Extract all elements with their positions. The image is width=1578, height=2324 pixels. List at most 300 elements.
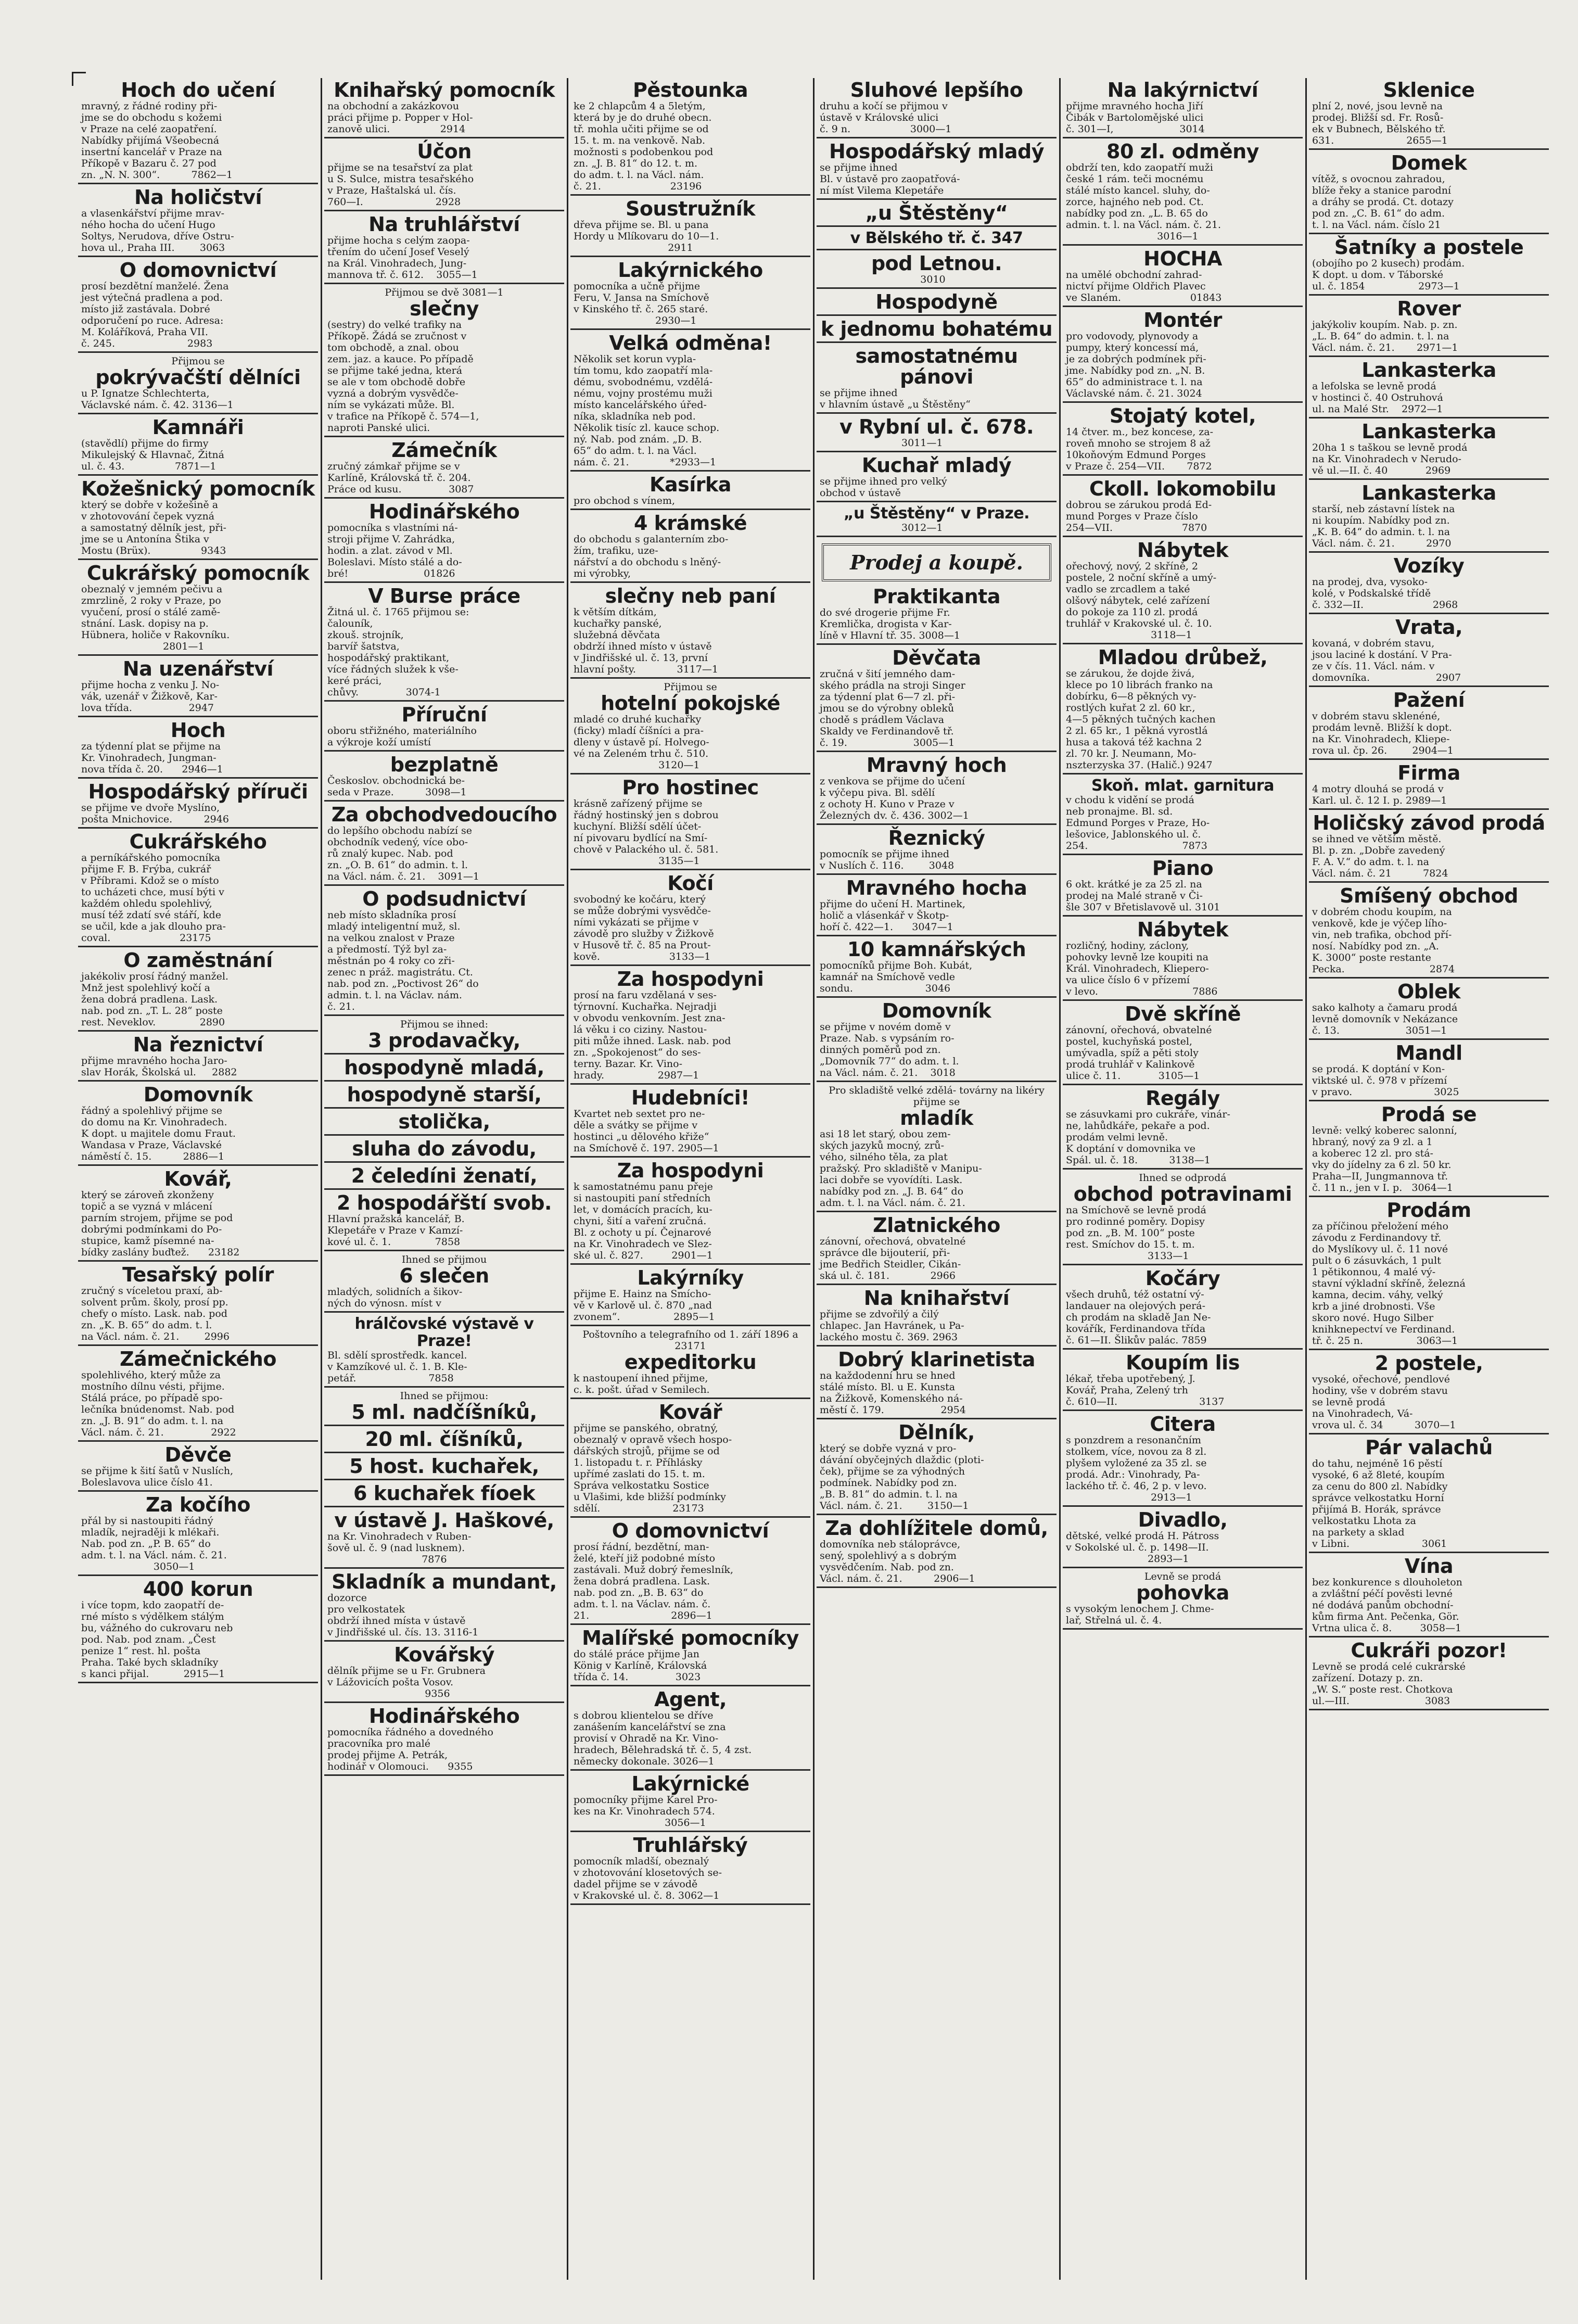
ad-separator (817, 751, 1057, 752)
ad-separator (324, 1107, 564, 1109)
ad-separator (1063, 137, 1303, 138)
classified-ad (1309, 980, 1549, 1037)
ad-heading: Vozíky (1393, 554, 1465, 577)
ad-heading: Na lakýrnictví (1107, 79, 1258, 101)
ad-separator (817, 1284, 1057, 1285)
classified-ad (1309, 615, 1549, 684)
ad-separator (324, 1080, 564, 1082)
ad-heading: Na uzenářství (122, 657, 274, 680)
ad-heading: hospodyně starší, (347, 1083, 542, 1106)
ad-heading: Piano (1152, 857, 1214, 880)
ad-separator (78, 1344, 318, 1346)
ad-heading: expeditorku (624, 1351, 757, 1374)
classified-ad (1063, 477, 1303, 535)
classified-ad (324, 1314, 564, 1385)
ad-body: Českoslov. obchodnická be- seda v Praze. 3098—1 (327, 775, 467, 798)
ad-separator (324, 283, 564, 284)
ad-heading: Za hospodyni (617, 1159, 764, 1182)
classified-ad (570, 511, 810, 580)
ad-separator (1309, 478, 1549, 480)
ad-heading: Ckoll. lokomobilu (1089, 477, 1276, 500)
ad-separator (78, 1682, 318, 1683)
ad-separator (1309, 758, 1549, 760)
ad-body: dětské, velké prodá H. Pátross v Sokolské ul. č. p. 1498—II. 2893—1 (1066, 1530, 1219, 1565)
ad-heading: 10 kamnářských (847, 938, 1026, 961)
ad-separator (817, 536, 1057, 537)
ad-body: dřeva přijme se. Bl. u pana Hordy u Mlíkovaru do 10—1. 2911 (574, 219, 719, 253)
ad-body: obdrží ten, kdo zaopatří muži české 1 rám. teči mocnému stálé místo kancel. sluhy, do- zorce, hajného neb pod. Ct. nabídky pod zn. „L. B. 65 do admin. t. l. na Václ. nám. č. 21. 3016—1 (1066, 162, 1221, 242)
classified-ad (78, 354, 318, 412)
ad-body: za týdenní plat se přijme na Kr. Vinohradech, Jungman- nova třída č. 20. 2946—1 (81, 741, 223, 775)
ad-heading: Kuchař mladý (861, 454, 1012, 477)
ad-heading: Na truhlářství (368, 213, 520, 236)
ad-separator (324, 750, 564, 752)
ad-body: druhu a kočí se přijmou v ústavě v Královské ulici č. 9 n. 3000—1 (820, 100, 952, 135)
ad-heading: 2 čeledíni ženatí, (351, 1164, 538, 1187)
classified-ad (570, 1626, 810, 1684)
ad-heading: Hudebníci! (631, 1086, 749, 1109)
ad-body: svobodný ke kočáru, který se může dobrými vysvědče- ními vykázati se přijme v závodě pro služby v Žižkově v Husově tř. č. 85 na Prout- kově. 3133—1 (574, 894, 714, 962)
ad-separator (78, 474, 318, 476)
ad-preface: Ihned se přijmou (401, 1254, 487, 1265)
ad-separator (324, 1701, 564, 1703)
ad-body: levně: velký koberec salonní, hbraný, nový za 9 zl. a 1 a koberec 12 zl. pro stá- vky do jídelny za 6 zl. 50 kr. Praha—II, Jungmannova tř. č. 11 n., jen v I. p. 3064—1 (1312, 1125, 1457, 1193)
ad-body: přijme se panského, obratný, obeznalý v opravě všech hospo- dářských strojů, přijme se od 1. listopadu t. r. Příhlásky upřímé zaslati do 15. t. m. Správa velkostatku Sostice u Vlašimi, kde bližší podmínky sdělí. 23173 (574, 1423, 732, 1514)
ad-separator (570, 773, 810, 774)
ad-heading: Agent, (654, 1688, 727, 1711)
ad-separator (324, 1425, 564, 1426)
classified-ad (1309, 1198, 1549, 1348)
ad-heading: Cukrářský pomocník (86, 562, 310, 585)
ad-separator (817, 1418, 1057, 1419)
ad-heading: Za obchodvedoucího (331, 803, 557, 826)
classified-ad (1309, 1041, 1549, 1099)
ad-heading: Hoch (170, 719, 226, 742)
ad-heading: Kovář, (164, 1167, 232, 1190)
ad-body: který se zároveň zkonženy topič a se vyzná v mlácení parním strojem, přijme se pod dobrými podmínkami do Po- stupice, kamž písemné na- bídky zaslány buďtež. 23182 (81, 1189, 240, 1258)
ad-body: pomocníka s vlastními ná- stroji přijme V. Zahrádka, hodin. a zlat. závod v Ml. Boleslavi. Místo stálé a do- bré! 01826 (327, 522, 462, 579)
ad-body: do stálé práce přijme Jan König v Karlíně, Královská třída č. 14. 3023 (574, 1648, 707, 1683)
classified-ad (570, 1833, 810, 1902)
classified-ad (1309, 1639, 1549, 1708)
classified-ad (324, 1508, 564, 1566)
ad-body: v chodu k vidění se prodá neb pronajme. Bl. sd. Edmund Porges v Praze, Ho- lešovice, Jablonského ul. č. 254. 7873 (1066, 794, 1210, 852)
ad-body: přijme hocha s celým zaopa- třením do učení Josef Veselý na Král. Vinohradech, Jung- mannova tř. č. 612. 3055—1 (327, 235, 478, 281)
classified-ad (324, 212, 564, 282)
classified-ad (817, 139, 1057, 197)
ad-body: jakýkoliv koupím. Nab. p. zn. „L. B. 64“ do admin. t. l. na Václ. nám. č. 21. 2971—1 (1312, 319, 1458, 353)
ad-heading: O zaměstnání (123, 949, 273, 972)
ad-separator (1063, 1505, 1303, 1507)
classified-ad (570, 1266, 810, 1324)
classified-ad (78, 657, 318, 715)
ad-separator (324, 1479, 564, 1480)
ad-body: se přijme ve dvoře Myslíno, pošta Mnichovice. 2946 (81, 802, 229, 825)
classified-ad (78, 780, 318, 826)
ad-preface: Pro skladiště velké zdělá- továrny na likéry přijme se (829, 1085, 1045, 1108)
ad-body: zručný s víceletou praxí, ab- solvent prům. školy, prosí pp. chefy o místo. Lask. nab. pod zn. „K. B. 65“ do adm. t. l. na Václ. nám. č. 21. 2996 (81, 1285, 230, 1342)
classified-ad (324, 1427, 564, 1451)
ad-heading: Mravný hoch (866, 754, 1007, 777)
ad-separator (1063, 1567, 1303, 1568)
ad-heading: Pár valachů (1365, 1436, 1493, 1459)
classified-ad (324, 1252, 564, 1310)
ad-separator (324, 497, 564, 499)
ad-heading: Malířské pomocníky (582, 1627, 799, 1649)
classified-ad (1309, 688, 1549, 757)
ad-body: domovníka neb stáloprávce, sený, spolehlivý a s dobrým vysvědčením. Nab. pod zn. Václ. nám. č. 21. 2906—1 (820, 1539, 975, 1584)
ad-separator (570, 1325, 810, 1326)
ad-separator (1309, 1709, 1549, 1710)
ad-body: přijme mravného hocha Jiří Čibák v Bartolomějské ulici č. 301—I, 3014 (1066, 100, 1205, 135)
ad-separator (1309, 355, 1549, 357)
ad-body: u P. Ignatze Schlechterta, Václavské nám. č. 42. 3136—1 (81, 388, 234, 411)
classified-ad (570, 584, 810, 676)
classified-ad (817, 1213, 1057, 1282)
classified-ad (324, 753, 564, 799)
ad-separator (324, 1774, 564, 1776)
ad-body: dozorce pro velkostatek obdrží ihned místa v ústavě v Jindřišské ul. čís. 13. 3116-1 (327, 1592, 479, 1638)
classified-ad (817, 1286, 1057, 1344)
ad-separator (324, 1188, 564, 1190)
ad-heading: Knihařský pomocník (334, 79, 555, 101)
ad-body: sako kalhoty a čamaru prodá levně domovník v Nekázance č. 13. 3051—1 (1312, 1002, 1458, 1036)
ad-heading: 6 slečen (399, 1264, 489, 1287)
classified-ad (324, 703, 564, 749)
classified-ad (1309, 420, 1549, 477)
ad-heading: 2 postele, (1375, 1352, 1483, 1375)
classified-ad (817, 251, 1057, 286)
ad-separator (817, 935, 1057, 936)
ad-heading: „u Štěstěny“ v Praze. (843, 504, 1030, 523)
ad-separator (78, 558, 318, 560)
ad-separator (1309, 1636, 1549, 1637)
classified-ad (1063, 1412, 1303, 1504)
ad-separator (817, 643, 1057, 645)
ad-heading: Domovník (143, 1083, 253, 1106)
ad-separator (570, 1685, 810, 1686)
ad-heading: Divadlo, (1138, 1508, 1228, 1531)
ad-body: se přijme ihned pro velký obchod v ústavě (820, 476, 947, 499)
ad-body: bez konkurence s dlouholeton a zvláštní péčí pověsti levné né dodává panům obchodní- kům firma Ant. Pečenka, Gör. Vrtna ulica č. 8. 3058—1 (1312, 1577, 1462, 1634)
classified-ad (78, 1493, 318, 1573)
classified-ad (1063, 247, 1303, 304)
ad-preface: Přijmou se (171, 355, 225, 367)
classified-ad (570, 473, 810, 507)
ad-body: plní 2, nové, jsou levně na prodej. Bližší sd. Fr. Rosů- ek v Bubnech, Bělského tř. 631. 2655—1 (1312, 100, 1448, 146)
column-2 (324, 78, 564, 2280)
classified-ad (1309, 1436, 1549, 1551)
ad-body: Žitná ul. č. 1765 přijmou se: čalouník, zkouš. strojník, barvíř šatstva, hospodářský praktikant, více řádných služek k vše- keré práci, chůvy. 3074-1 (327, 606, 469, 698)
ad-body: se přijme v novém domě v Praze. Nab. s vypsáním ro- dinných poměrů pod zn. „Domovník 77“ do adm. t. l. na Václ. nám. č. 21. 3018 (820, 1021, 959, 1078)
ad-body: z venkova se přijme do učení k výčepu piva. Bl. sdělí z ochoty H. Kuno v Praze v Železných dv. č. 436. 3002—1 (820, 776, 969, 821)
ad-body: pomocníky přijme Karel Pro- kes na Kr. Vinohradech 574. 3056—1 (574, 1794, 718, 1828)
ad-separator (1063, 854, 1303, 855)
column-rule (813, 78, 815, 2280)
classified-ad (78, 1167, 318, 1259)
ad-separator (324, 436, 564, 437)
ad-heading: Kovář (658, 1401, 722, 1424)
classified-ad (78, 1577, 318, 1681)
ad-heading: stolička, (398, 1110, 490, 1133)
ad-body: asi 18 let starý, obou zem- ských jazyků mocný, zrů- vého, silného těla, za plat pražský. Pro skladiště v Manipu- laci dobře se vyovídíti. Lask. nabídky pod zn. „J. B. 64“ do adm. t. l. na Václ. nám. č. 21. (820, 1128, 982, 1209)
ad-body: pro vodovody, plynovody a pumpy, který koncessí má, je za dobrých podmínek při- jme. Nabídky pod zn. „N. B. 65“ do administrace t. l. na Václavské nám. č. 21. 3024 (1066, 331, 1206, 399)
newspaper-page (78, 78, 1577, 2280)
ad-heading: Skoň. mlat. garnitura (1091, 777, 1274, 795)
classified-ad (1063, 1351, 1303, 1408)
ad-heading: Vína (1404, 1555, 1454, 1578)
ad-preface: Ihned se odprodá (1139, 1172, 1227, 1184)
ad-body: na Smíchově se levně prodá pro rodinné poměry. Dopisy pod zn. „B. M. 100“ poste rest. Smíchov do 15. t. m. 3133—1 (1066, 1204, 1206, 1262)
ad-body: Kvartet neb sextet pro ne- děle a svátky se přijme v hostinci „u dělového křiže“ na Smíchově č. 197. 2905—1 (574, 1108, 719, 1154)
ad-separator (570, 1156, 810, 1158)
classified-ad (78, 1347, 318, 1439)
ad-heading: Na holičství (134, 186, 262, 209)
ad-separator (1309, 294, 1549, 296)
ad-heading: Domovník (882, 999, 991, 1022)
ad-heading: 400 korun (143, 1578, 253, 1601)
ad-separator (324, 800, 564, 802)
ad-body: neb místo skladníka prosí mladý inteligentní muž, sl. na velkou znalost v Praze a předmostí. Týž byl za- městnán po 4 roky co zři- zenec n práž. magistrátu. Ct. nab. pod zn. „Poctivost 26“ do admin. t. l. na Václav. nám. č. 21. (327, 909, 479, 1012)
ad-separator (570, 470, 810, 472)
ad-heading: slečny (410, 297, 479, 320)
ad-body: kovaná, v dobrém stavu, jsou laciné k dostání. V Pra- ze v čís. 11. Václ. nám. v domovníka. 2907 (1312, 638, 1461, 683)
classified-ad (1309, 811, 1549, 880)
classified-ad (324, 285, 564, 435)
ad-separator (324, 1053, 564, 1055)
ad-body: v dobrém stavu sklenéné, prodám levně. Bližší k dopt. na Kr. Vinohradech, Kliepe- rova ul. čp. 26. 2904—1 (1312, 710, 1454, 756)
classified-ad (324, 1017, 564, 1052)
ad-body: 4 motry dlouhá se prodá v Karl. ul. č. 12 I. p. 2989—1 (1312, 783, 1447, 806)
ad-separator (1309, 233, 1549, 234)
ad-heading: v Bělského tř. č. 347 (850, 229, 1023, 247)
ad-body: lékař, třeba upotřebený, J. Kovář, Praha, Zelený trh č. 610—II. 3137 (1066, 1373, 1225, 1407)
ad-heading: Holičský závod prodá (1313, 811, 1545, 834)
ad-separator (570, 1831, 810, 1832)
ad-heading: Děvčata (892, 646, 981, 669)
ad-separator (817, 873, 1057, 875)
ad-heading: bezplatně (390, 753, 499, 776)
ad-preface: Přijmou se dvě 3081—1 (385, 287, 504, 298)
ad-heading: Cukráři pozor! (1351, 1639, 1507, 1662)
ad-body: pomocníka a učně přijme Feru, V. Jansa na Smíchově v Kinského tř. č. 265 staré. 2930—1 (574, 281, 709, 326)
ad-heading: V Burse práce (368, 585, 520, 607)
ad-body: spolehlivého, který může za mostního dílnu vésti, přijme. Stálá práce, po případě spo- lečníka bnúdenomst. Nab. pod zn. „J. B. 91“ do adm. t. l. na Václ. nám. č. 21. 2922 (81, 1369, 236, 1438)
classified-ad (1309, 297, 1549, 354)
classified-ad (78, 78, 318, 182)
ad-body: pomocník mladší, obeznalý v zhotovování klosetových se- dadel přijme se v závodě v Krakovské ul. č. 8. 3062—1 (574, 1856, 722, 1901)
ad-heading: v ústavě J. Haškové, (334, 1509, 554, 1532)
ad-body: pomocníka řádného a dovedného pracovníka pro malé prodej přijme A. Petrák, hodinář v Olomouci. 9355 (327, 1726, 493, 1772)
classified-ad (78, 830, 318, 945)
classified-ad (324, 438, 564, 496)
ad-heading: Kočáry (1145, 1267, 1220, 1290)
classified-ad (1063, 1266, 1303, 1347)
ad-heading: mladík (900, 1107, 973, 1129)
classified-ad (324, 1110, 564, 1133)
ad-heading: Pěstounka (632, 79, 748, 101)
ad-heading: Nábytek (1137, 539, 1229, 562)
classified-ad (817, 585, 1057, 642)
ad-separator (1309, 1038, 1549, 1040)
ad-heading: Nábytek (1137, 918, 1229, 941)
ad-heading: Mladou drůbež, (1098, 646, 1268, 669)
ad-body: se zásuvkami pro cukráře, vinár- ne, lahůdkáře, pekaře a pod. prodám velmi levně. K doptání v domovnika ve Spál. ul. č. 18. 3138—1 (1066, 1109, 1230, 1166)
ad-separator (817, 823, 1057, 825)
ad-separator (570, 1623, 810, 1625)
ad-body: který se dobře vyzná v pro- dávání obyčejných dlaždic (ploti- ček), přijme se za výhodných podmínek. Nabídky pod zn. „B. B. 81“ do admin. t. l. na Václ. nám. č. 21. 3150—1 (820, 1443, 984, 1512)
ad-body: přijme se na tesařství za plat u S. Sulce, mistra tesařského v Praze, Haštalská ul. čís. 760—I. 2928 (327, 162, 474, 208)
ad-body: přál by si nastoupiti řádný mladík, nejraději k mlékaři. Nab. pod zn. „P. B. 65“ do adm. t. l. na Václ. nám. č. 21. 3050—1 (81, 1515, 227, 1572)
classified-ad (817, 317, 1057, 340)
ad-body: zručná v šití jemného dam- ského prádla na stroji Singer za týdenní plat 6—7 zl. při- jmou se do výrobny obleků chodě s prádlem Václava Skaldy ve Ferdinandově tř. č. 19. 3005—1 (820, 668, 965, 748)
ad-body: mladých, solidních a šikov- ných do výnosn. míst v (327, 1286, 463, 1309)
ad-separator (1063, 474, 1303, 476)
ad-heading: Cukrářského (129, 830, 267, 853)
ad-heading: Pažení (1393, 689, 1465, 712)
classified-ad (1063, 404, 1303, 473)
ad-preface: Přijmou se (664, 681, 717, 693)
ad-heading: Koupím lis (1126, 1351, 1240, 1374)
classified-ad (570, 1687, 810, 1768)
column-rule (567, 78, 568, 2280)
ad-heading: hrálčovské výstavě v Praze! (354, 1315, 534, 1350)
ad-heading: Lakýrnické (631, 1772, 749, 1795)
ad-heading: Firma (1397, 761, 1460, 784)
ad-heading: hospodyně mladá, (344, 1056, 544, 1079)
ad-body: pomocník se přijme ihned v Nuslích č. 116. 3048 (820, 848, 955, 871)
ad-separator (78, 1030, 318, 1032)
ad-body: zánovní, ořechová, obvatelné správce dle bijouterií, při- jme Bedřich Steidler, Cikán- ská ul. č. 181. 2966 (820, 1236, 966, 1281)
ad-separator (1063, 1348, 1303, 1350)
classified-ad (570, 1327, 810, 1396)
ad-separator (1063, 401, 1303, 403)
classified-ad (324, 1481, 564, 1505)
ad-heading: 4 krámské (633, 512, 747, 535)
classified-ad (78, 718, 318, 776)
ad-heading: Dobrý klarinetista (838, 1348, 1035, 1371)
ad-heading: Rover (1397, 297, 1461, 320)
classified-ad (1063, 1569, 1303, 1627)
ad-heading: Oblek (1397, 980, 1461, 1003)
ad-separator (324, 1161, 564, 1163)
classified-ad (817, 453, 1057, 500)
classified-ad (817, 937, 1057, 995)
classified-ad (1309, 151, 1549, 232)
classified-ad (817, 1516, 1057, 1585)
ad-heading: Mandl (1395, 1042, 1462, 1064)
ad-separator (324, 1452, 564, 1453)
ad-heading: O domovnictví (119, 259, 277, 282)
ad-heading: Dvě skříně (1125, 1002, 1241, 1025)
classified-ad (570, 967, 810, 1082)
ad-body: oboru střižného, materiálního a výkroje koží umístí (327, 725, 477, 748)
ad-heading: Kamnáři (152, 416, 244, 439)
ad-separator (78, 1490, 318, 1492)
ad-heading: 20 ml. číšníků, (365, 1428, 524, 1451)
ad-separator (324, 1386, 564, 1388)
ad-preface: Přijmou se ihned: (400, 1019, 488, 1030)
ad-separator (570, 1083, 810, 1085)
ad-heading: Hoch do učení (121, 79, 275, 101)
ad-body: se ihned ve větším městě. Bl. p. zn. „Dobře zavedený F. A. V.“ do adm. t. l. na Václ. nám. č. 21 7824 (1312, 833, 1448, 879)
ad-heading: Příruční (401, 703, 487, 726)
classified-ad (570, 78, 810, 193)
classified-ad (817, 290, 1057, 313)
ad-body: vítěž, s ovocnou zahradou, blíže řeky a stanice parodní a dráhy se prodá. Ct. dotazy pod zn. „C. B. 61“ do adm. t. l. na Václ. nám. číslo 21 (1312, 173, 1454, 231)
ad-separator (78, 413, 318, 414)
ad-heading: Lakýrníky (637, 1266, 744, 1289)
ad-body: a vlasenkářství přijme mrav- ného hocha do učení Hugo Soltys, Nerudova, dříve Ostru- hova ul., Praha III. 3063 (81, 208, 234, 253)
ad-body: ořechový, nový, 2 skříně, 2 postele, 2 noční skříně a umý- vadlo se zrcadlem a také olšový nábytek, celé zařízení do pokoje za 110 zl. prodá truhlář v Krakovské ul. č. 10. 3118—1 (1066, 561, 1217, 641)
ad-separator (1063, 915, 1303, 917)
ad-separator (324, 581, 564, 583)
ad-body: pomocníků přijme Boh. Kubát, kamnář na Smíchově vedle sondu. 3046 (820, 960, 973, 994)
ad-heading: Hospodářský mladý (829, 140, 1045, 163)
classified-ad (570, 1772, 810, 1830)
ad-heading: 5 ml. nadčíšníků, (351, 1401, 537, 1424)
classified-ad (1309, 1554, 1549, 1635)
ad-separator (324, 1134, 564, 1136)
ad-body: rozličný, hodiny, záclony, pohovky levně lze koupiti na Král. Vinohradech, Kliepero- va ulice číslo 6 v přízemí v levo. 7886 (1066, 940, 1218, 997)
ad-body: jakékoliv prosí řádný manžel. Mnž jest spolehlivý kočí a žena dobrá pradlena. Lask. nab. pod zn. „T. L. 28“ poste rest. Neveklov. 2890 (81, 971, 228, 1028)
ad-body: se přijme k šití šatů v Nuslích, Boleslavova ulice číslo 41. (81, 1465, 234, 1488)
classified-ad (1063, 645, 1303, 772)
ad-body: na prodej, dva, vysoko- kolé, v Podskalské třídě č. 332—II. 2968 (1312, 576, 1458, 611)
ad-separator (817, 198, 1057, 200)
ad-body: pro obchod s vínem, (574, 495, 675, 506)
ad-separator (817, 451, 1057, 452)
ad-preface: Levně se prodá (1144, 1571, 1221, 1582)
ad-body: do obchodu s galanterním zbo- žím, trafiku, uze- nářství a do obchodu s lněný- mi výrobky, (574, 534, 729, 579)
ad-separator (1309, 1100, 1549, 1101)
ad-separator (1309, 1433, 1549, 1434)
classified-ad (78, 258, 318, 350)
ad-heading: Na řeznictví (133, 1033, 263, 1056)
ad-body: Několik set korun vypla- tím tomu, kdo zaopatří mla- dému, svobodnému, vzdělá- nému, vojny prostému muži místo kancelářského úřed- níka, skladníka neb pod. Několik tisíc zl. kauce schop. ný. Nab. pod znám. „D. B. 65“ do adm. t. l. na Václ. nám. č. 21. *2933—1 (574, 353, 720, 468)
classified-ad (1063, 1002, 1303, 1083)
ad-separator (1063, 1264, 1303, 1265)
ad-separator (78, 946, 318, 947)
classified-ad (1063, 538, 1303, 642)
ad-heading: Velká odměna! (609, 332, 772, 354)
ad-separator (78, 1164, 318, 1166)
column-rule (1305, 78, 1307, 2280)
ad-separator (1063, 1168, 1303, 1170)
classified-ad (817, 344, 1057, 411)
ad-body: prosí bezdětní manželé. Žena jest výtečná pradlena a pod. místo již zastávala. Dobré odporučení po ruce. Adresa: M. Koláříková, Praha VII. č. 245. 2983 (81, 281, 229, 349)
ad-separator (78, 827, 318, 829)
classified-ad (1063, 1508, 1303, 1566)
ad-heading: HOCHA (1143, 247, 1222, 270)
ad-heading: Tesařský polír (122, 1263, 274, 1286)
classified-ad (78, 185, 318, 255)
ad-heading: Za hospodyni (617, 968, 764, 990)
ad-separator (570, 256, 810, 257)
classified-ad (1063, 856, 1303, 914)
ad-heading: Citera (1150, 1413, 1216, 1436)
ad-separator (324, 1506, 564, 1507)
ad-body: 3011—1 (820, 437, 943, 449)
ad-body: a perníkářského pomocníka přijme F. B. Frýba, cukrář v Příbrami. Kdož se o místo to ucházeti chce, musí býti v každém ohledu spolehlivý, musí též zdatí své stáří, kde se učil, kde a jak dlouho pra- coval. 23175 (81, 852, 226, 944)
ad-heading: sluha do závodu, (352, 1137, 537, 1160)
ad-separator (817, 996, 1057, 998)
classified-ad (570, 871, 810, 963)
classified-ad (817, 415, 1057, 450)
ad-separator (817, 287, 1057, 289)
ad-separator (817, 412, 1057, 414)
ad-body: Hlavní pražská kancelář, B. Klepetáře v Praze v Kamzí- kové ul. č. 1. 7858 (327, 1213, 465, 1248)
